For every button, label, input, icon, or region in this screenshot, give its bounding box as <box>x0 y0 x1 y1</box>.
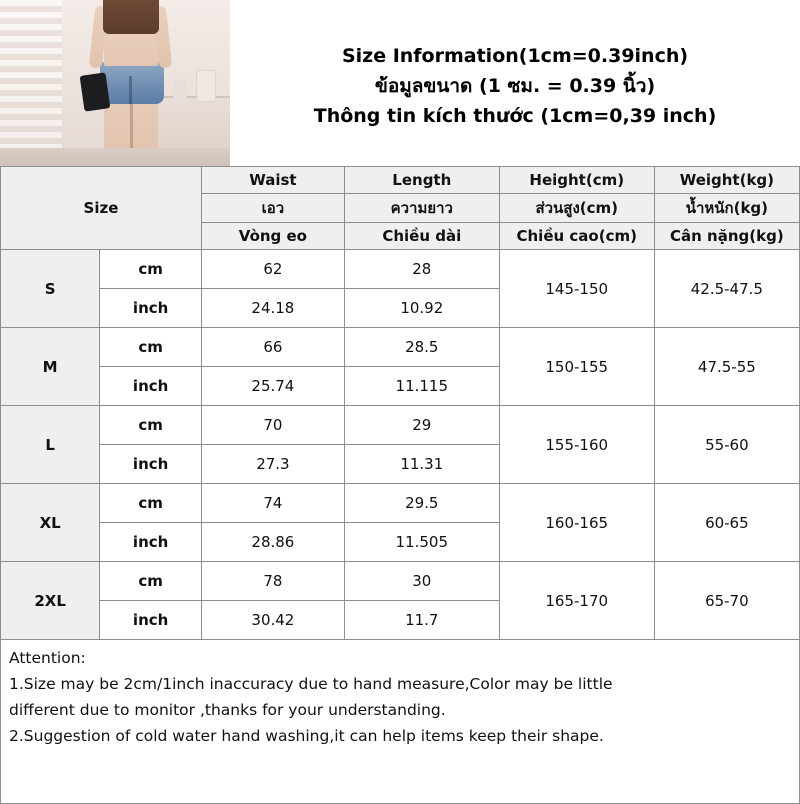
cell-waist-inch: 25.74 <box>201 367 344 406</box>
cell-length-inch: 11.31 <box>344 445 499 484</box>
row-unit-inch: inch <box>100 367 202 406</box>
photo-model-top <box>103 0 159 34</box>
cell-weight: 55-60 <box>654 406 799 484</box>
header-waist-vi: Vòng eo <box>201 223 344 250</box>
cell-waist-inch: 24.18 <box>201 289 344 328</box>
table-row <box>1 406 800 445</box>
row-unit-inch: inch <box>100 289 202 328</box>
header-size-label: Size <box>1 167 202 250</box>
cell-waist-inch: 30.42 <box>201 601 344 640</box>
row-size-2xl: 2XL <box>1 562 100 640</box>
photo-denim-shorts <box>100 62 164 104</box>
cell-waist-cm: 78 <box>201 562 344 601</box>
row-size-s: S <box>1 250 100 328</box>
header-length-th: ความยาว <box>344 194 499 223</box>
attention-line-1: 1.Size may be 2cm/1inch inaccuracy due to hand measure,Color may be little <box>9 675 613 693</box>
cell-waist-inch: 27.3 <box>201 445 344 484</box>
cell-length-inch: 11.505 <box>344 523 499 562</box>
cell-length-inch: 10.92 <box>344 289 499 328</box>
header-length-en: Length <box>344 167 499 194</box>
cell-height: 145-150 <box>499 250 654 328</box>
table-row <box>1 250 800 289</box>
row-unit-inch: inch <box>100 601 202 640</box>
header-waist-en: Waist <box>201 167 344 194</box>
photo-jar-small <box>173 80 187 100</box>
cell-weight: 47.5-55 <box>654 328 799 406</box>
row-size-xl: XL <box>1 484 100 562</box>
header-weight-en: Weight(kg) <box>654 167 799 194</box>
row-unit-inch: inch <box>100 445 202 484</box>
table-row <box>1 562 800 601</box>
table-header-row-en <box>1 167 800 194</box>
title-block <box>230 0 800 166</box>
cell-weight: 60-65 <box>654 484 799 562</box>
cell-length-cm: 29 <box>344 406 499 445</box>
cell-height: 150-155 <box>499 328 654 406</box>
cell-length-cm: 28.5 <box>344 328 499 367</box>
table-row <box>1 484 800 523</box>
product-photo <box>0 0 230 166</box>
header-height-en: Height(cm) <box>499 167 654 194</box>
attention-block <box>0 640 800 804</box>
photo-floor <box>0 148 230 166</box>
photo-jar <box>196 70 216 102</box>
header-waist-th: เอว <box>201 194 344 223</box>
size-table <box>0 166 800 640</box>
cell-height: 165-170 <box>499 562 654 640</box>
header-height-vi: Chiều cao(cm) <box>499 223 654 250</box>
cell-waist-cm: 62 <box>201 250 344 289</box>
header-weight-vi: Cân nặng(kg) <box>654 223 799 250</box>
row-unit-cm: cm <box>100 562 202 601</box>
row-unit-cm: cm <box>100 406 202 445</box>
cell-waist-inch: 28.86 <box>201 523 344 562</box>
row-unit-cm: cm <box>100 250 202 289</box>
cell-weight: 65-70 <box>654 562 799 640</box>
cell-length-inch: 11.7 <box>344 601 499 640</box>
photo-handbag <box>80 72 111 111</box>
attention-heading: Attention: <box>9 649 86 667</box>
cell-weight: 42.5-47.5 <box>654 250 799 328</box>
row-unit-cm: cm <box>100 484 202 523</box>
title-line-th: ข้อมูลขนาด (1 ซม. = 0.39 นิ้ว) <box>374 75 656 97</box>
header-weight-th: น้ำหนัก(kg) <box>654 194 799 223</box>
cell-height: 155-160 <box>499 406 654 484</box>
cell-length-cm: 28 <box>344 250 499 289</box>
header-height-th: ส่วนสูง(cm) <box>499 194 654 223</box>
cell-height: 160-165 <box>499 484 654 562</box>
title-line-en: Size Information(1cm=0.39inch) <box>341 45 689 67</box>
header <box>0 0 800 166</box>
row-unit-inch: inch <box>100 523 202 562</box>
table-row <box>1 328 800 367</box>
row-size-m: M <box>1 328 100 406</box>
cell-waist-cm: 74 <box>201 484 344 523</box>
attention-line-2: different due to monitor ,thanks for your understanding. <box>9 701 446 719</box>
row-size-l: L <box>1 406 100 484</box>
attention-line-3: 2.Suggestion of cold water hand washing,it can help items keep their shape. <box>9 727 604 745</box>
cell-length-cm: 29.5 <box>344 484 499 523</box>
title-line-vi: Thông tin kích thước (1cm=0,39 inch) <box>313 105 717 127</box>
cell-length-cm: 30 <box>344 562 499 601</box>
cell-waist-cm: 66 <box>201 328 344 367</box>
row-unit-cm: cm <box>100 328 202 367</box>
header-length-vi: Chiều dài <box>344 223 499 250</box>
cell-waist-cm: 70 <box>201 406 344 445</box>
photo-wallpaper <box>0 0 62 166</box>
cell-length-inch: 11.115 <box>344 367 499 406</box>
